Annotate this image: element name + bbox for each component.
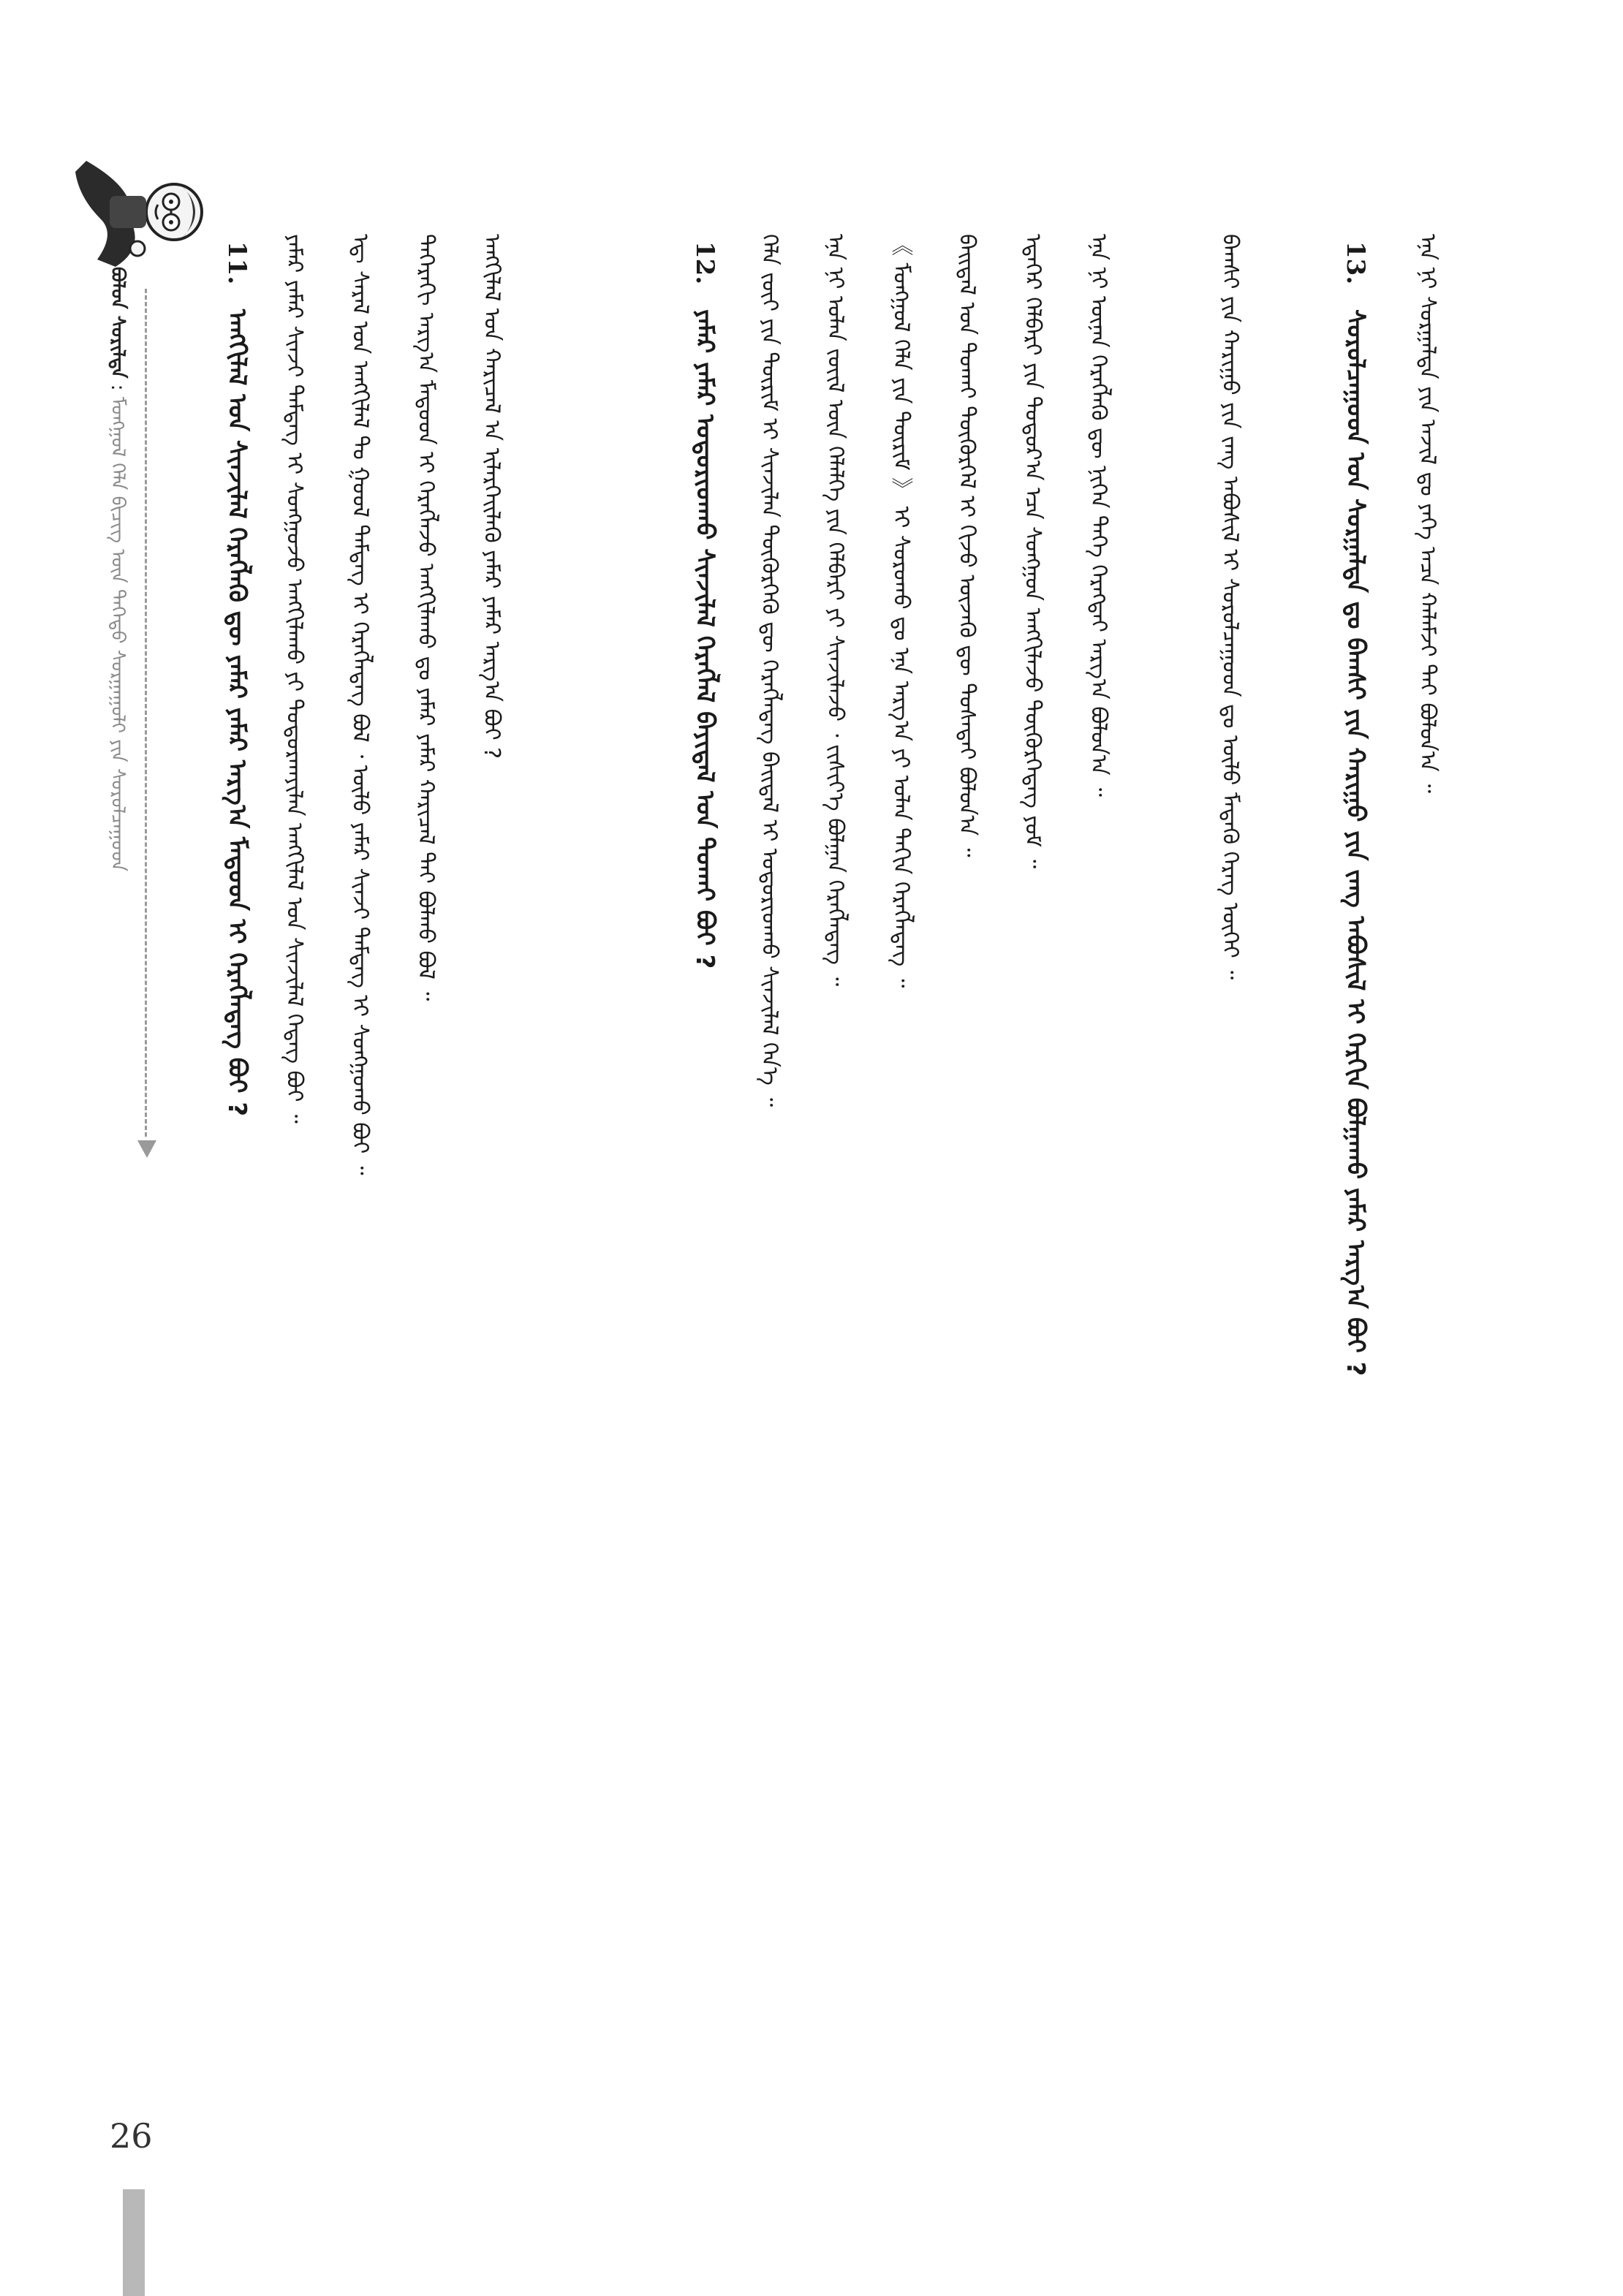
answer-line: 《 ᠮᠣᠩᠭᠣᠯ ᠬᠡᠯᠡ ᠶᠢᠨ ᠳᠦᠷᠢᠮ 》 ᠢ ᠰᠤᠷᠤᠬᠤ ᠳᠤ ᠡᠨᠡ ᠠᠷᠭ᠎ᠠ ᠶᠢ ᠣᠯᠠᠨ ᠳᠠᠬᠢᠨ ᠬᠡᠷᠡᠭᠯᠡᠳᠡᠭ ᠃ (888, 234, 914, 988)
page-number: 26 (110, 2116, 153, 2156)
answer-line: ᠪᠠᠢᠳᠠᠯ ᠤᠨ ᠲᠤᠬᠠᠢ ᠳᠦᠭᠦᠷᠬᠡᠯ ᠢ ᠬᠢᠵᠦ ᠦᠵᠡᠬᠦ ᠳᠦ ᠲᠤᠰᠠᠲᠠᠢ ᠪᠣᠯᠤᠨ᠎ᠠ ᠃ (954, 234, 980, 857)
answer-line: ᠶᠠᠮᠠᠷ ᠶᠠᠮᠠᠷ ᠰᠢᠨᠵᠢ ᠲᠡᠮᠳᠡᠭ ᠢ ᠰᠤᠩᠭᠤᠵᠤ ᠠᠩᠭᠢᠯᠠᠬᠤ ᠶᠢ ᠲᠣᠳᠣᠷᠬᠠᠶᠢᠯᠠᠨ ᠠᠩᠭᠢᠯᠠᠯ ᠤᠨ ᠰᠢᠨᠵᠢᠯᠡᠯ ᠭᠡᠳᠡᠭ ᠪᠤᠢ ᠃ (281, 234, 307, 1124)
question-13 (1338, 241, 1373, 2259)
answer-line: ᠠᠩᠭᠢᠯᠠᠯ ᠤᠨ ᠬᠠᠷᠢᠴᠠᠯ ᠠ ᠢᠯᠡᠷᠬᠡᠢᠯᠡᠬᠦ ᠶᠠᠮᠠᠷ ᠶᠠᠮᠠᠷ ᠠᠷᠭ᠎ᠠ ᠪᠤᠢ ? (479, 234, 504, 759)
question-number: 11. (222, 241, 251, 285)
question-text: ᠠᠩᠭᠢᠯᠠᠯ ᠤᠨ ᠰᠢᠨᠵᠢᠯᠡᠯ ᠬᠡᠷᠡᠭᠯᠡᠬᠦ ᠳᠦ ᠶᠠᠮᠠᠷ ᠶᠠᠮᠠᠷ ᠠᠷᠭ᠎ᠠ ᠮᠡᠲᠦᠳ ᠢ ᠬᠡᠷᠡᠭᠯᠡᠳᠡᠭ ᠪᠤᠢ ? (222, 309, 251, 1117)
answer-line: ᠡᠨᠡ ᠨᠢ ᠰᠤᠷᠭᠠᠯᠲᠠ ᠶᠢᠨ ᠠᠵᠢᠯ ᠳᠤ ᠶᠡᠬᠡ ᠠᠴᠠ ᠬᠠᠯᠠᠮᠵᠢ ᠲᠠᠢ ᠪᠣᠯᠤᠨ᠎ᠠ ᠃ (1415, 234, 1440, 794)
answer-line: ᠡᠨᠡ ᠨᠢ ᠣᠯᠠᠨ ᠵᠦᠢᠯ ᠦᠨ ᠬᠡᠯᠡᠯᠭᠡ ᠶᠢᠨ ᠬᠡᠯᠪᠡᠷᠢ ᠶᠢ ᠰᠢᠨᠵᠢᠯᠡᠵᠦ ᠂ ᠵᠢᠱᠢᠶ᠎ᠡ ᠪᠣᠯᠭᠠᠨ ᠬᠡᠷᠡᠭᠯᠡᠳᠡᠭ ᠃ (822, 234, 848, 987)
answer-line: ᠪᠠᠭᠰᠢ ᠶᠢᠨ ᠬᠠᠷᠢᠭᠤ ᠶᠢᠨ ᠵᠠᠩ ᠠᠪᠤᠰᠢᠯ ᠢ ᠰᠤᠷᠤᠯᠴᠠᠭᠤᠳ ᠳᠤ ᠦᠯᠦ ᠮᠡᠳᠡᠬᠦ ᠬᠡᠷᠡᠭ ᠦᠭᠡᠢ ᠃ (1217, 234, 1243, 980)
running-header: ᠪᠣᠯᠤᠨ ᠰᠣᠷᠢᠯᠲᠠ : ᠮᠣᠩᠭᠣᠯ ᠬᠡᠯᠡ ᠪᠢᠴᠢᠭ ᠦᠨ ᠳᠡᠭᠡᠳᠦ ᠰᠤᠷᠭᠠᠭᠤᠯᠢ ᠶᠢᠨ ᠰᠤᠷᠤᠯᠴᠠᠭᠤᠳ (107, 267, 129, 872)
question-number: 13. (1341, 241, 1370, 285)
cartoon-student-illustration (64, 132, 225, 292)
question-12 (687, 241, 722, 1849)
question-text: ᠶᠠᠮᠠᠷ ᠶᠠᠮᠠᠷ ᠤᠳᠤᠷᠢᠳᠬᠤ ᠰᠢᠨᠵᠢᠯᠡᠯ ᠬᠡᠷᠡᠭᠯᠡᠯ ᠪᠠᠶᠢᠳᠠᠯ ᠤᠨ ᠲᠤᠬᠠᠢ ᠪᠣᠢ ? (690, 309, 719, 969)
triangle-marker-icon (137, 1140, 156, 1158)
answer-line: ᠬᠡᠯᠡ ᠵᠦᠢ ᠶᠢᠨ ᠳᠦᠷᠢᠮ ᠢ ᠰᠢᠨᠵᠢᠯᠡᠨ ᠳᠦᠭᠦᠷᠬᠡᠬᠦ ᠳᠦ ᠬᠡᠷᠡᠭᠯᠡᠳᠡᠭ ᠪᠠᠢᠳᠠᠯ ᠢ ᠤᠳᠤᠷᠢᠳᠬᠤ ᠰᠢᠨᠵᠢᠯᠡᠯ ᠭᠡᠨ᠎ᠡ ᠃ (757, 234, 782, 1107)
question-number: 12. (690, 241, 719, 285)
dashed-divider (145, 289, 147, 1137)
header-subtitle: ᠮᠣᠩᠭᠣᠯ ᠬᠡᠯᠡ ᠪᠢᠴᠢᠭ ᠦᠨ ᠳᠡᠭᠡᠳᠦ ᠰᠤᠷᠭᠠᠭᠤᠯᠢ ᠶᠢᠨ ᠰᠤᠷᠤᠯᠴᠠᠭᠤᠳ (107, 396, 129, 872)
question-text: ᠰᠤᠷᠤᠯᠴᠠᠭᠤᠳ ᠤᠨ ᠰᠤᠷᠭᠠᠯᠲᠠ ᠳᠤ ᠪᠠᠭᠰᠢ ᠶᠢᠨ ᠬᠠᠷᠢᠭᠤ ᠶᠢᠨ ᠵᠠᠩ ᠠᠪᠤᠰᠢᠯ ᠢ ᠬᠡᠷᠭᠢᠨ ᠪᠣᠯᠭᠠᠬᠤ ᠶᠠᠮᠠᠷ ᠠᠷᠭ᠎ᠠ ᠪᠤᠢ ? (1341, 309, 1370, 1376)
page-edge-bar (123, 2189, 145, 2296)
header-label: ᠪᠣᠯᠤᠨ ᠰᠣᠷᠢᠯᠲᠠ (107, 267, 129, 379)
answer-line: ᠡᠳᠡᠭᠡᠷ ᠬᠡᠯᠪᠡᠷᠢ ᠶᠢᠨ ᠳᠣᠲᠣᠷ᠎ᠠ ᠡᠴᠡ ᠰᠣᠩᠭᠣᠨ ᠠᠩᠭᠢᠯᠠᠵᠤ ᠳᠦᠭᠦᠷᠬᠡᠳᠡᠭ ᠶᠤᠮ ᠃ (1020, 234, 1045, 869)
answer-line: ᠳᠡᠭᠡᠷᠡᠬᠢ ᠠᠷᠭ᠎ᠠ ᠮᠡᠲᠦᠳ ᠢ ᠬᠡᠷᠡᠭᠯᠡᠵᠦ ᠠᠩᠭᠢᠯᠠᠬᠤ ᠳᠤ ᠶᠠᠮᠠᠷ ᠶᠠᠮᠠᠷ ᠬᠠᠷᠢᠴᠠᠯ ᠲᠠᠢ ᠪᠣᠯᠬᠤ ᠪᠣᠯ ᠃ (413, 234, 439, 1001)
answer-line: ᠡᠨᠡ ᠨᠢ ᠦᠨᠡᠨ ᠬᠡᠷᠡᠭᠯᠡᠬᠦ ᠳᠦ ᠨᠢᠭᠡᠨ ᠳᠡᠭᠡ ᠬᠡᠷᠡᠭᠳᠡᠢ ᠠᠷᠭ᠎ᠠ ᠪᠣᠯᠤᠨ᠎ᠠ ᠃ (1086, 234, 1111, 797)
question-11 (219, 241, 254, 2259)
answer-line: ᠡᠳ᠋ ᠰᠠᠷᠠᠯ ᠤᠨ ᠠᠩᠭᠢᠯᠠᠯ ᠲᠤ ᠭᠣᠣᠯ ᠲᠡᠮᠳᠡᠭ ᠢ ᠬᠡᠷᠡᠭᠯᠡᠳᠡᠭ ᠪᠣᠯ ᠂ ᠦᠯᠦ ᠶᠠᠮᠠᠷ ᠰᠢᠨᠵᠢ ᠲᠡᠮᠳᠡᠭ ᠢ ᠰᠤᠩᠭᠤᠬᠤ ᠪᠤᠢ ᠃ (347, 234, 373, 1175)
